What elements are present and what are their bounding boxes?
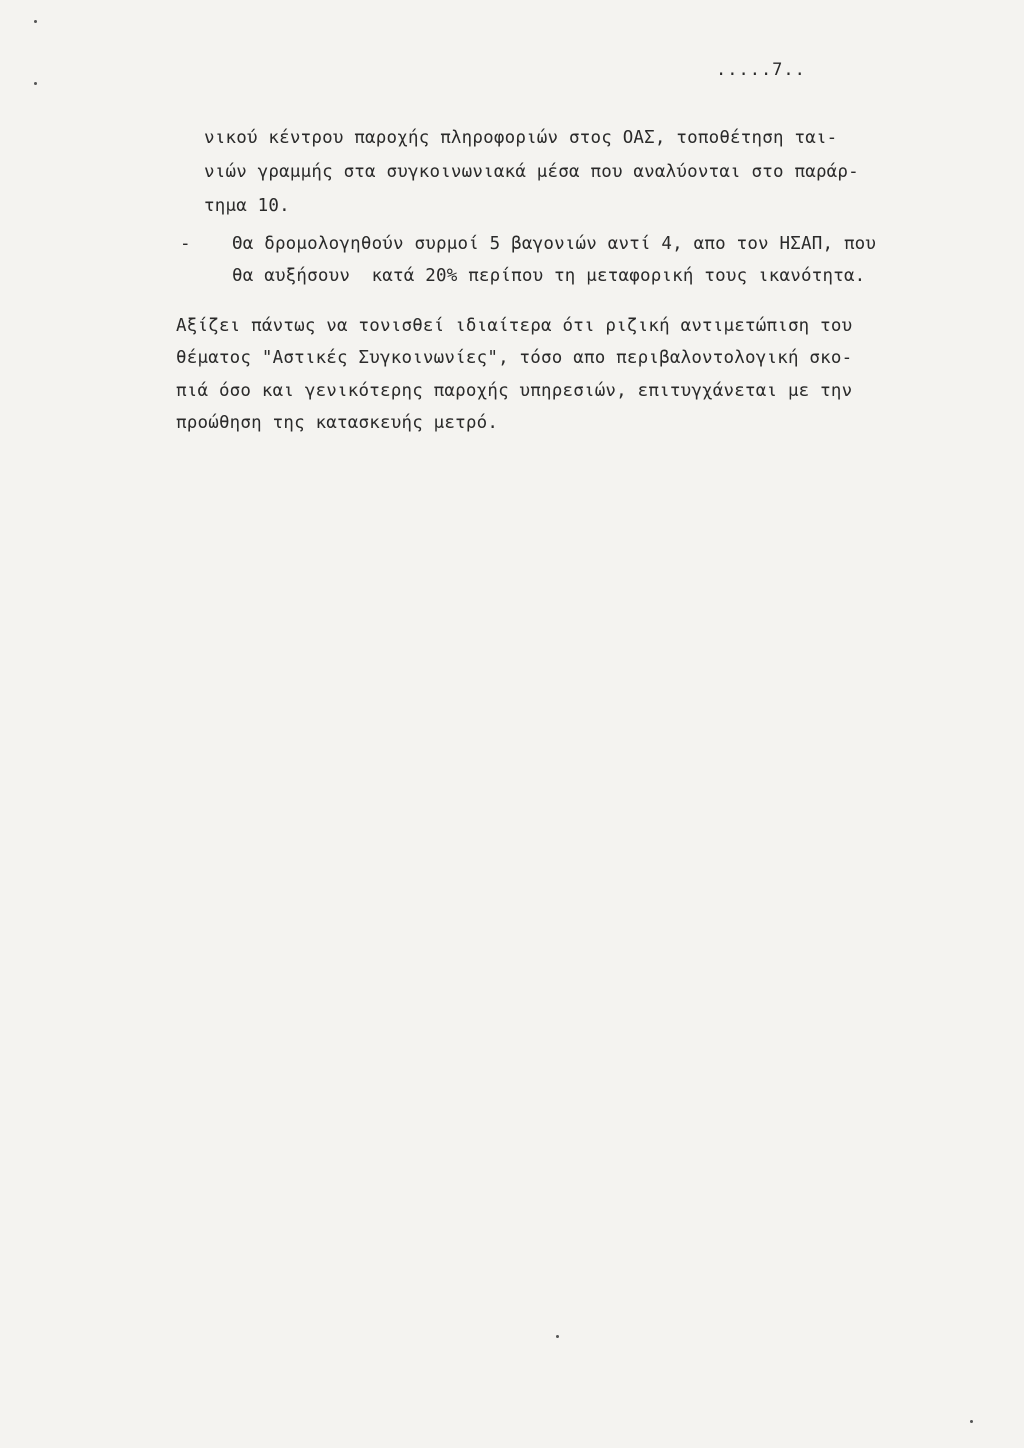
bullet-line: θα αυξήσουν κατά 20% περίπου τη μεταφορική τους ικανότητα. [232,266,866,286]
paragraph2-line: προώθηση της κατασκευής μετρό. [176,413,499,433]
scan-speck [34,82,37,85]
paragraph2-line: πιά όσο και γενικότερης παροχής υπηρεσιών, επιτυγχάνεται με την [176,381,853,401]
page-number: .....7.. [716,60,806,80]
bullet-marker: - [180,234,191,254]
paragraph1-line: τημα 10. [204,196,290,216]
bullet-line: Θα δρομολογηθούν συρμοί 5 βαγονιών αντί 4, απο τον ΗΣΑΠ, που [232,234,877,254]
scan-speck [970,1420,973,1423]
paragraph1-line: νικού κέντρου παροχής πληροφοριών στος ΟΑΣ, τοποθέτηση ται- [204,128,838,148]
paragraph1-line: νιών γραμμής στα συγκοινωνιακά μέσα που αναλύονται στο παράρ- [204,162,859,182]
scan-speck [556,1335,559,1338]
paragraph2-line: Αξίζει πάντως να τονισθεί ιδιαίτερα ότι ριζική αντιμετώπιση του [176,316,853,336]
paragraph2-line: θέματος "Αστικές Συγκοινωνίες", τόσο απο περιβαλοντολογική σκο- [176,348,853,368]
scan-speck [34,20,37,23]
